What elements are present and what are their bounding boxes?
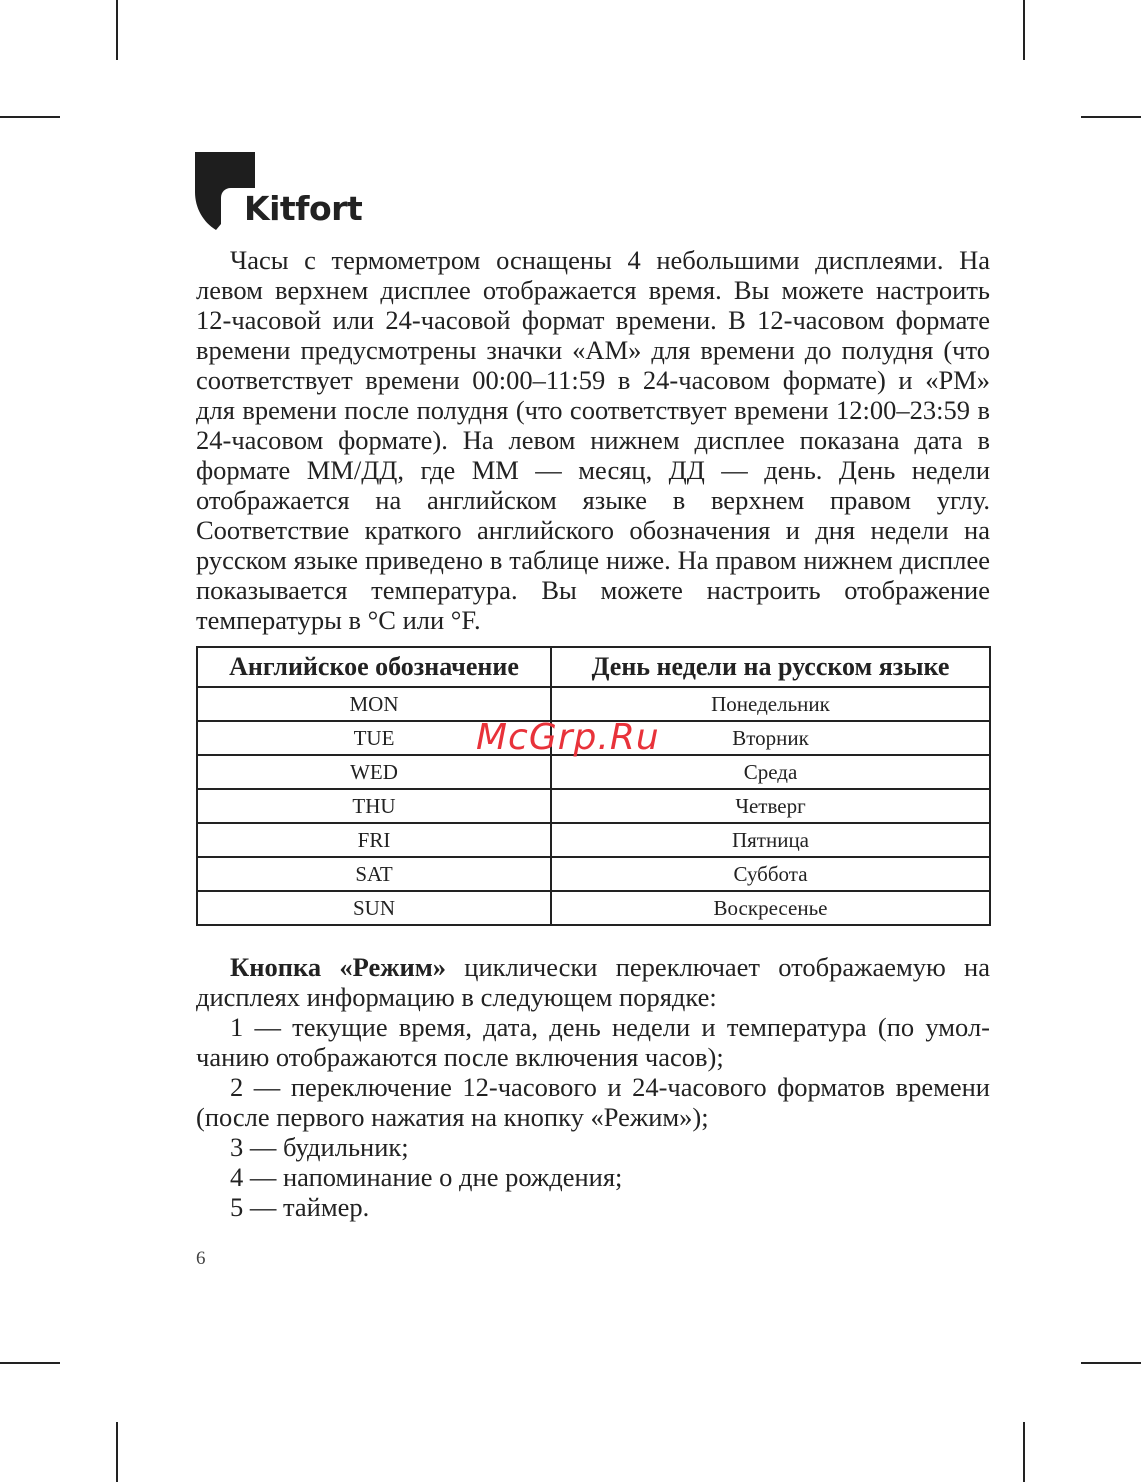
crop-mark bbox=[1023, 1422, 1025, 1482]
intro-text-block bbox=[196, 245, 990, 635]
list-item: 3 — будильник; bbox=[230, 1132, 409, 1162]
crop-mark bbox=[1081, 116, 1141, 118]
table-row bbox=[197, 687, 990, 721]
table-cell-english: SUN bbox=[197, 891, 551, 925]
crop-mark bbox=[0, 1362, 60, 1364]
list-item: 2 — переключение 12-часового и 24-часового форматов времени (после первого нажатия на кнопку «Режим»); bbox=[196, 1072, 990, 1132]
table-row bbox=[197, 755, 990, 789]
list-item: 4 — напоминание о дне рождения; bbox=[230, 1162, 623, 1192]
table-row bbox=[197, 857, 990, 891]
mode-button-name: Кнопка «Режим» bbox=[230, 952, 447, 982]
table-cell-russian: Четверг bbox=[551, 789, 990, 823]
crop-mark bbox=[116, 0, 118, 60]
table-cell-russian: Пятница bbox=[551, 823, 990, 857]
table-cell-russian: Суббота bbox=[551, 857, 990, 891]
page-number: 6 bbox=[196, 1248, 206, 1269]
table-cell-english: THU bbox=[197, 789, 551, 823]
crop-mark bbox=[0, 116, 60, 118]
table-cell-russian: Понедельник bbox=[551, 687, 990, 721]
list-item: 1 — текущие время, дата, день недели и температура (по умолчанию отображаются после включения часов); bbox=[196, 1012, 990, 1072]
table-row bbox=[197, 789, 990, 823]
list-item: 5 — таймер. bbox=[230, 1192, 370, 1222]
intro-paragraph: Часы с термометром оснащены 4 небольшими дисплеями. На левом верхнем дисплее отображается время. Вы можете настроить 12-часовой или 24-часовой формат времени. В 12-часовом формате времени предусмотрены значки «AM» для времени до полудня (что соответствует времени 00:00–11:59 в 24-часовом формате) и «PM» для времени после полудня (что соответствует времени 12:00–23:59 в 24-часовом формате). На левом нижнем дисплее показана дата в формате ММ/ДД, где ММ — месяц, ДД — день. День недели отображается на английском языке в верхнем правом углу. Соответствие краткого английского обозначения и дня недели на русском языке приведено в таблице ниже. На правом нижнем дисплее показывается температура. Вы можете настроить отображение температуры в °C или °F. bbox=[196, 245, 990, 635]
table-cell-english: WED bbox=[197, 755, 551, 789]
crop-mark bbox=[1081, 1362, 1141, 1364]
brand-logo-text: Kitfort bbox=[244, 189, 363, 228]
mode-paragraph-text: циклически переключает отображаемую на дисплеях информацию в следующем порядке: bbox=[196, 952, 990, 1012]
table-cell-english: TUE bbox=[197, 721, 551, 755]
table-cell-russian: Вторник bbox=[551, 721, 990, 755]
table-header-english: Английское обозначение bbox=[197, 647, 551, 687]
crop-mark bbox=[116, 1422, 118, 1482]
weekday-table bbox=[196, 646, 991, 926]
mode-text-block bbox=[196, 952, 990, 1222]
watermark: McGrp.Ru bbox=[476, 717, 660, 758]
table-cell-english: FRI bbox=[197, 823, 551, 857]
table-header-row bbox=[197, 647, 990, 687]
table-row bbox=[197, 823, 990, 857]
crop-mark bbox=[1023, 0, 1025, 60]
table-cell-english: SAT bbox=[197, 857, 551, 891]
table-header-russian: День недели на русском языке bbox=[551, 647, 990, 687]
table-cell-russian: Воскресенье bbox=[551, 891, 990, 925]
table-row bbox=[197, 891, 990, 925]
table-cell-russian: Среда bbox=[551, 755, 990, 789]
mode-paragraph bbox=[196, 952, 990, 1012]
table-cell-english: MON bbox=[197, 687, 551, 721]
